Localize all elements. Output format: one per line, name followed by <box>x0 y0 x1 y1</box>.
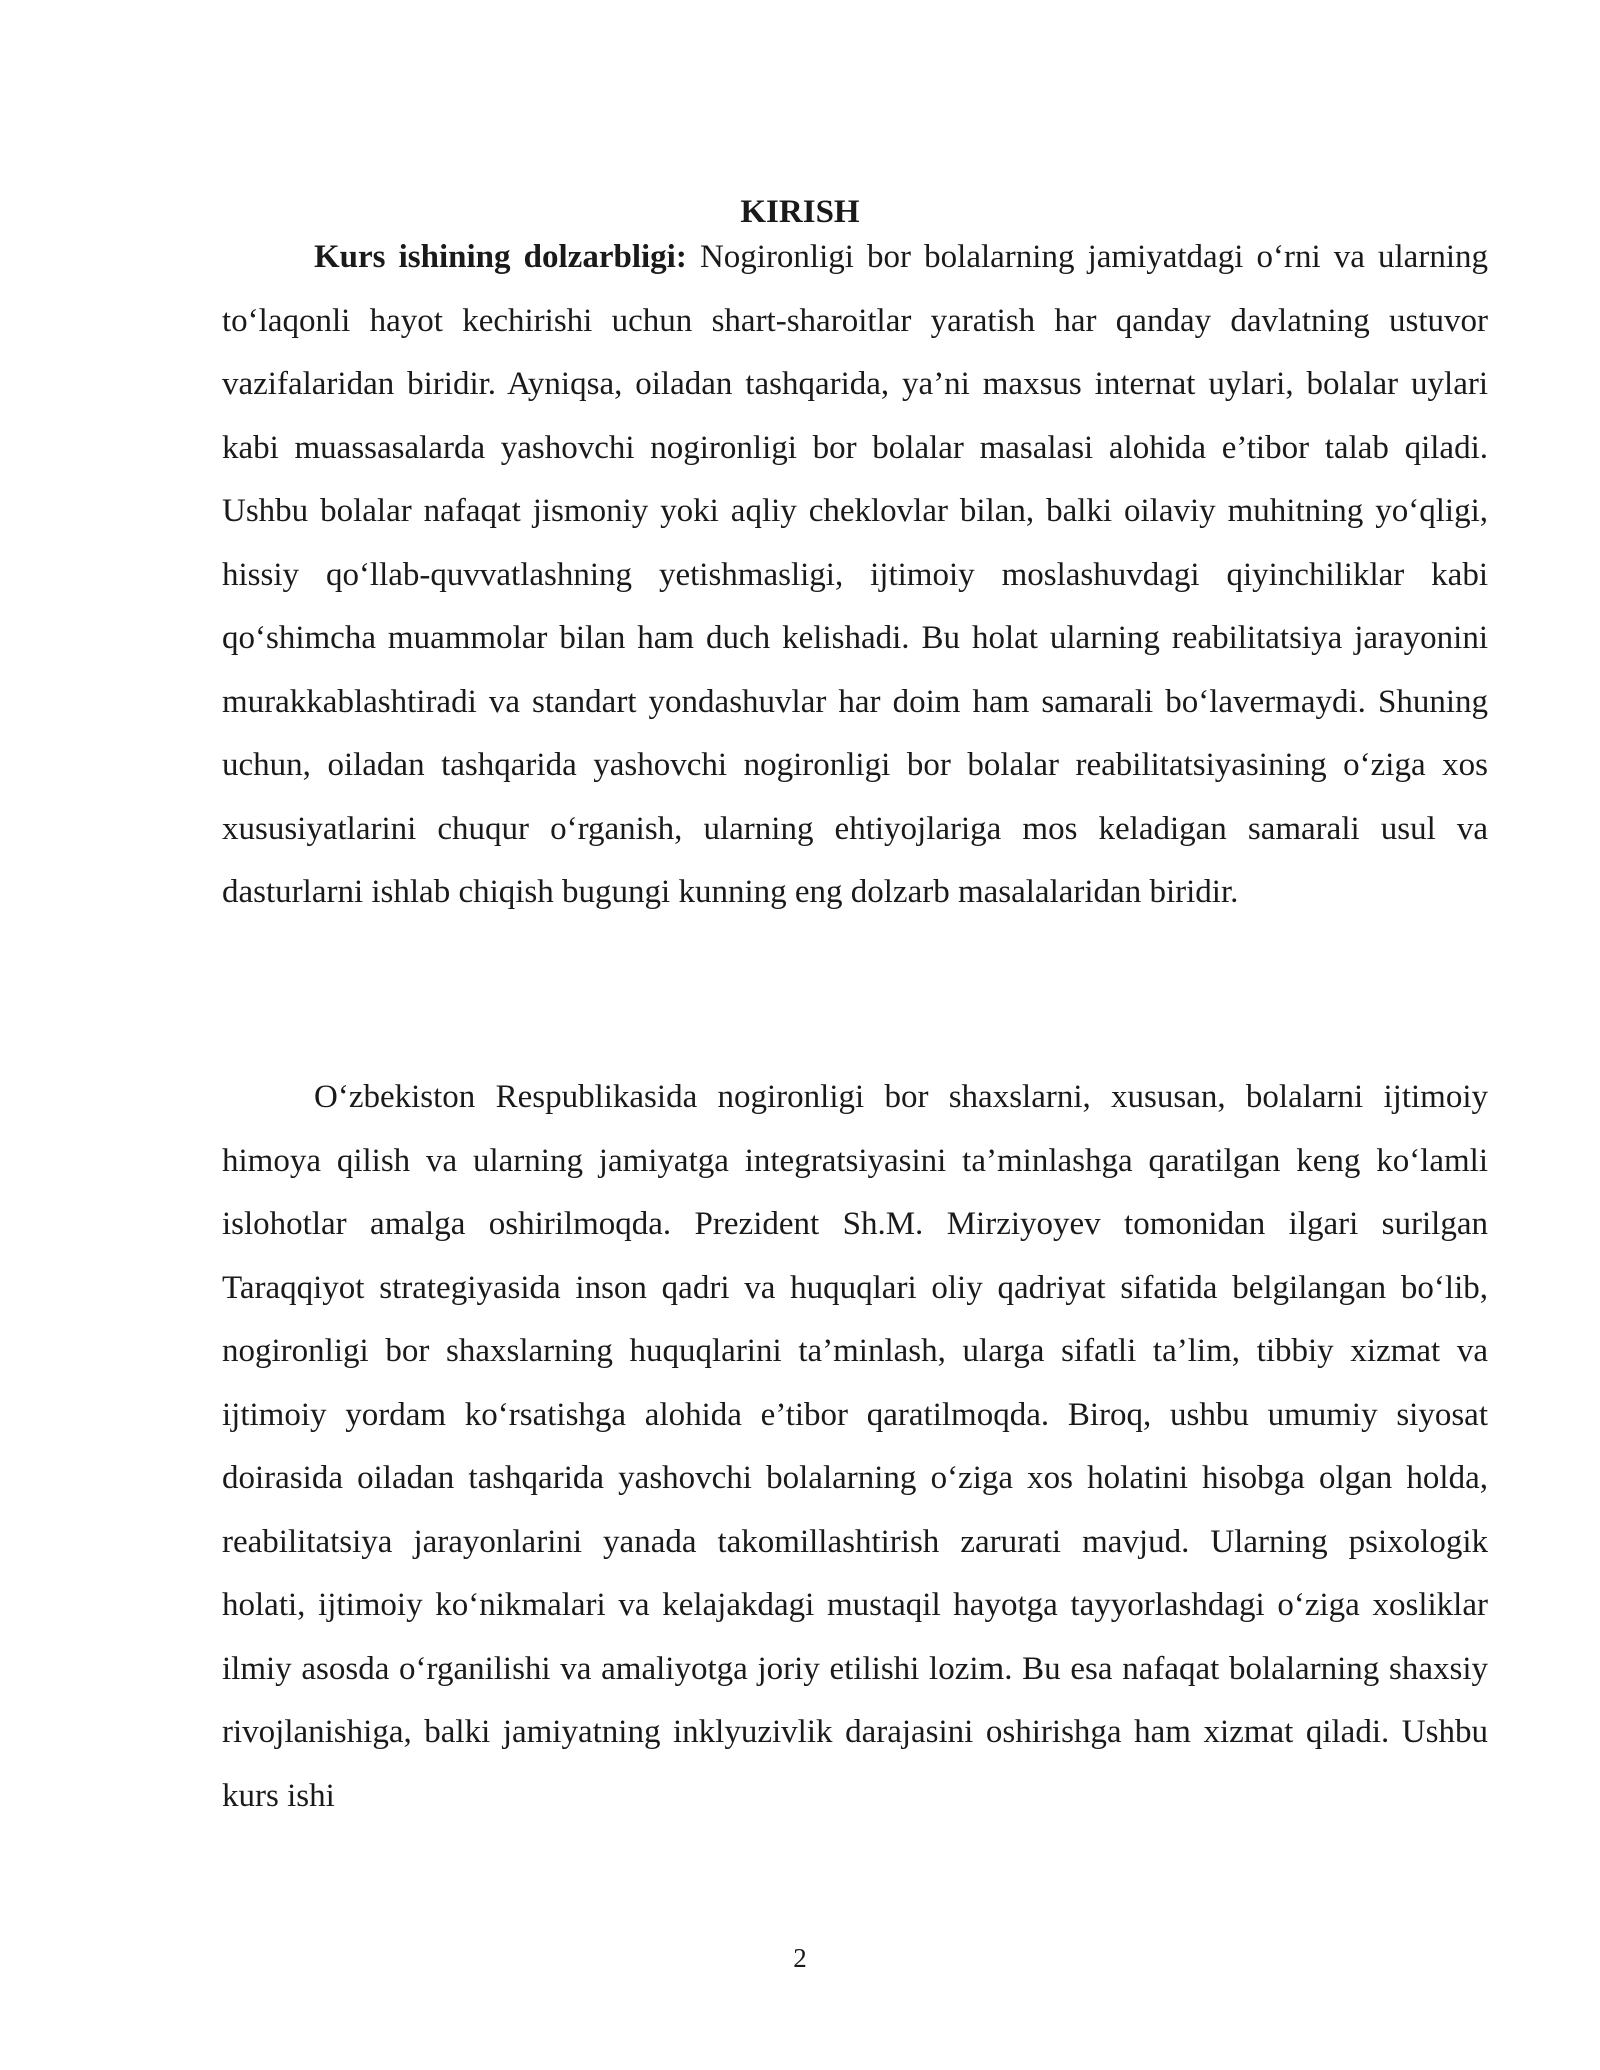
paragraph-2: O‘zbekiston Respublikasida nogironligi bor shaxslarni, xususan, bolalarni ijtimoiy himoya qilish va ularning jamiyatga integratsiyasini ta’minlashga qaratilgan keng ko‘lamli islohotlar amalga oshirilmoqda. Prezident Sh.M. Mirziyoyev tomonidan ilgari surilgan Taraqqiyot strategiyasida inson qadri va huquqlari oliy qadriyat sifatida belgilangan bo‘lib, nogironligi bor shaxslarning huquqlarini ta’minlash, ularga sifatli ta’lim, tibbiy xizmat va ijtimoiy yordam ko‘rsatishga alohida e’tibor qaratilmoqda. Biroq, ushbu umumiy siyosat doirasida oiladan tashqarida yashovchi bolalarning o‘ziga xos holatini hisobga olgan holda, reabilitatsiya jarayonlarini yanada takomillashtirish zarurati mavjud. Ularning psixologik holati, ijtimoiy ko‘nikmalari va kelajakdagi mustaqil hayotga tayyorlashdagi o‘ziga xosliklar ilmiy asosda o‘rganilishi va amaliyotga joriy etilishi lozim. Bu esa nafaqat bolalarning shaxsiy rivojlanishiga, balki jamiyatning inklyuzivlik darajasini oshirishga ham xizmat qiladi. Ushbu kurs ishi <box>222 1079 1488 1814</box>
section-title: KIRISH <box>740 194 860 230</box>
paragraph-lead: Kurs ishining dolzarbligi: <box>314 239 687 275</box>
paragraph-body: Nogironligi bor bolalarning jamiyatdagi o‘rni va ularning to‘laqonli hayot kechirishi uchun shart-sharoitlar yaratish har qanday davlatning ustuvor vazifalaridan biridir. Ayniqsa, oiladan tashqarida, ya’ni maxsus internat uylari, bolalar uylari kabi muassasalarda yashovchi nogironligi bor bolalar masalasi alohida e’tibor talab qiladi. Ushbu bolalar nafaqat jismoniy yoki aqliy cheklovlar bilan, balki oilaviy muhitning yo‘qligi, hissiy qo‘llab-quvvatlashning yetishmasligi, ijtimoiy moslashuvdagi qiyinchiliklar kabi qo‘shimcha muammolar bilan ham duch kelishadi. Bu holat ularning reabilitatsiya jarayonini murakkablashtiradi va standart yondashuvlar har doim ham samarali bo‘lavermaydi. Shuning uchun, oiladan tashqarida yashovchi nogironligi bor bolalar reabilitatsiyasining o‘ziga xos xususiyatlarini chuqur o‘rganish, ularning ehtiyojlariga mos keladigan samarali usul va dasturlarni ishlab chiqish bugungi kunning eng dolzarb masalalaridan biridir. <box>222 239 1488 910</box>
paragraph-1 <box>222 226 1488 925</box>
paragraph-reforms <box>222 1066 1488 1828</box>
page-number: 2 <box>793 1943 807 1973</box>
paragraph-relevance <box>222 226 1488 925</box>
